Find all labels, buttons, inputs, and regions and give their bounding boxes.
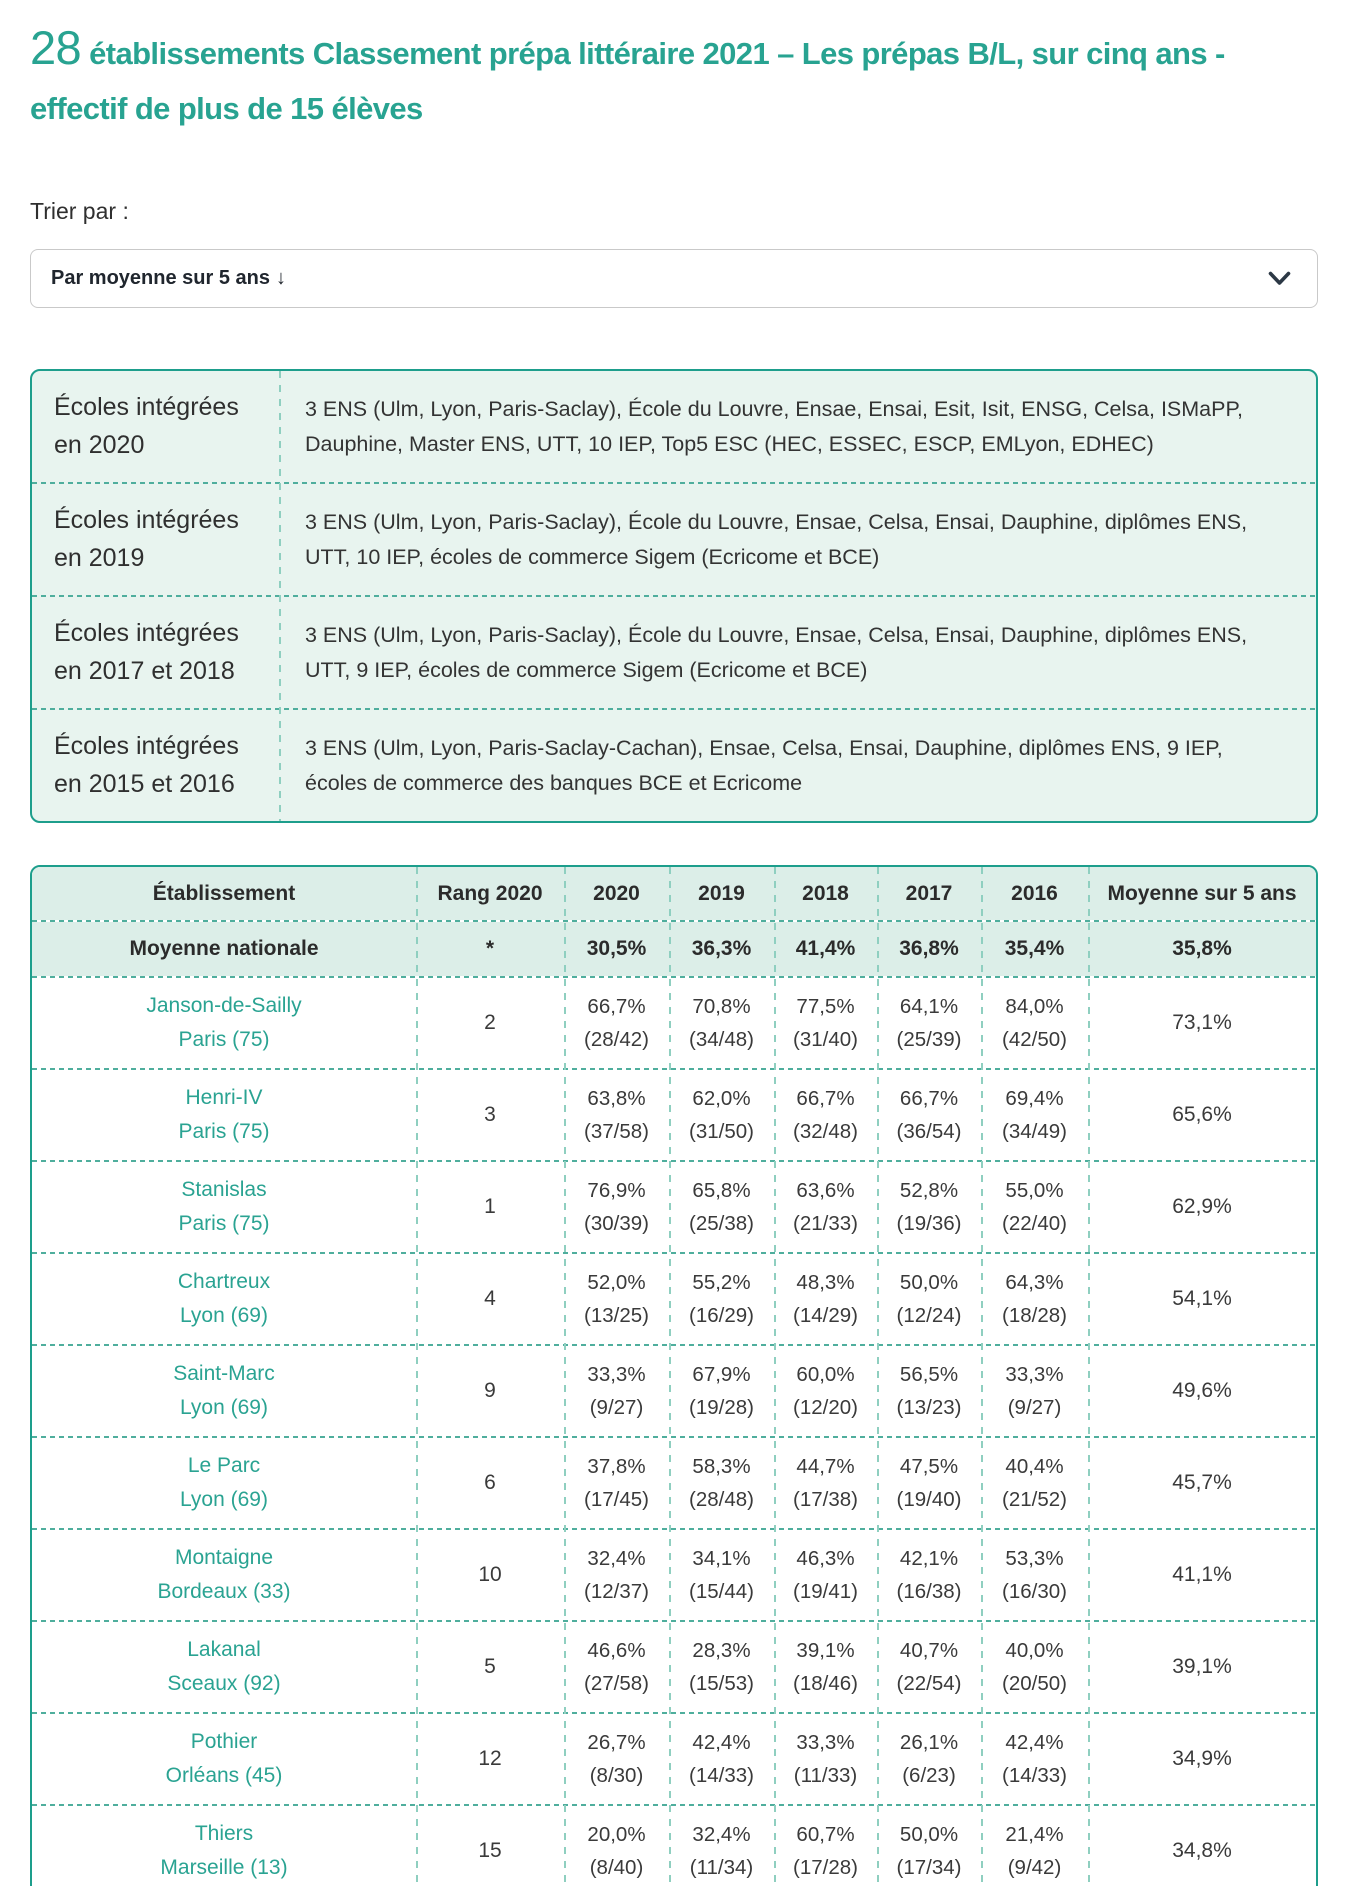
year-frac: (17/38) <box>793 1488 858 1511</box>
school-city: Orléans (45) <box>165 1764 283 1787</box>
year-cell-2018 <box>774 1358 877 1424</box>
school-city: Bordeaux (33) <box>157 1580 291 1603</box>
year-frac: (6/23) <box>902 1764 956 1787</box>
year-pct: 52,0% <box>587 1271 646 1294</box>
year-cell-2019 <box>669 1266 774 1332</box>
rank-cell: 1 <box>484 1195 496 1218</box>
year-cell-2017 <box>877 1358 981 1424</box>
year-frac: (9/27) <box>589 1396 644 1419</box>
chevron-down-icon <box>1268 271 1291 286</box>
year-cell-2018 <box>774 1450 877 1516</box>
header-2016: 2016 <box>1011 881 1058 905</box>
year-pct: 60,0% <box>796 1363 855 1386</box>
year-cell-2016 <box>981 1634 1088 1700</box>
school-city: Paris (75) <box>178 1120 270 1143</box>
average-cell: 39,1% <box>1172 1655 1232 1678</box>
year-pct: 42,4% <box>1005 1731 1064 1754</box>
year-frac: (30/39) <box>584 1212 649 1235</box>
year-pct: 40,0% <box>1005 1639 1064 1662</box>
year-cell-2019 <box>669 1174 774 1240</box>
rank-cell: 9 <box>484 1379 496 1402</box>
national-average-2017: 36,8% <box>899 937 959 960</box>
year-frac: (14/33) <box>1002 1764 1067 1787</box>
year-frac: (9/42) <box>1007 1856 1062 1879</box>
year-frac: (12/20) <box>793 1396 858 1419</box>
page-title <box>30 0 1290 136</box>
info-row-label: Écoles intégrées en 2019 <box>54 506 239 572</box>
year-cell-2017 <box>877 1082 981 1148</box>
school-link[interactable] <box>32 1725 416 1793</box>
info-row-content: 3 ENS (Ulm, Lyon, Paris-Saclay), École du Louvre, Ensae, Ensai, Esit, Isit, ENSG, Celsa, ISMaPP, Dauphine, Master ENS, UTT, 10 IEP, Top5 ESC (HEC, ESSEC, ESCP, EMLyon, EDHEC) <box>305 396 1244 456</box>
school-city: Lyon (69) <box>180 1396 268 1419</box>
year-pct: 69,4% <box>1005 1087 1064 1110</box>
rank-cell: 15 <box>478 1839 502 1862</box>
average-cell: 34,8% <box>1172 1839 1232 1862</box>
year-pct: 46,6% <box>587 1639 646 1662</box>
year-pct: 48,3% <box>796 1271 855 1294</box>
year-pct: 33,3% <box>587 1363 646 1386</box>
average-cell: 45,7% <box>1172 1471 1232 1494</box>
page-title-text: établissements Classement prépa littéraire 2021 – Les prépas B/L, sur cinq ans - effectif de plus de 15 élèves <box>30 36 1225 126</box>
year-frac: (42/50) <box>1002 1028 1067 1051</box>
year-cell-2019 <box>669 1450 774 1516</box>
year-pct: 50,0% <box>899 1271 959 1294</box>
header-2017: 2017 <box>905 881 953 905</box>
info-row-content: 3 ENS (Ulm, Lyon, Paris-Saclay-Cachan), Ensae, Celsa, Ensai, Dauphine, diplômes ENS, 9 IEP, écoles de commerce des banques BCE et Ecricome <box>305 735 1223 795</box>
year-frac: (17/45) <box>584 1488 649 1511</box>
sort-select[interactable] <box>30 249 1318 308</box>
school-name: Le Parc <box>187 1454 261 1477</box>
header-moyenne-5-ans: Moyenne sur 5 ans <box>1107 881 1297 905</box>
average-cell: 54,1% <box>1172 1287 1232 1310</box>
year-cell-2016 <box>981 1726 1088 1792</box>
year-cell-2017 <box>877 990 981 1056</box>
year-pct: 63,8% <box>587 1087 646 1110</box>
year-cell-2019 <box>669 1542 774 1608</box>
year-cell-2016 <box>981 990 1088 1056</box>
rank-cell: 3 <box>484 1103 496 1126</box>
year-pct: 64,3% <box>1005 1271 1064 1294</box>
year-frac: (27/58) <box>584 1672 649 1695</box>
national-average-rank: * <box>485 937 495 960</box>
sort-select-value: Par moyenne sur 5 ans ↓ <box>51 267 286 289</box>
header-rang-2020: Rang 2020 <box>437 881 543 905</box>
year-pct: 50,0% <box>899 1823 959 1846</box>
year-frac: (31/50) <box>689 1120 754 1143</box>
info-row <box>32 484 1316 595</box>
year-frac: (20/50) <box>1002 1672 1067 1695</box>
school-link[interactable] <box>32 1633 416 1701</box>
year-cell-2020 <box>564 1818 669 1884</box>
national-average-moyenne: 35,8% <box>1172 937 1232 960</box>
info-row-label: Écoles intégrées en 2015 et 2016 <box>54 732 239 798</box>
average-cell: 34,9% <box>1172 1747 1232 1770</box>
year-frac: (36/54) <box>896 1120 962 1143</box>
average-cell: 73,1% <box>1172 1011 1232 1034</box>
table-row <box>32 1622 1316 1712</box>
year-pct: 37,8% <box>587 1455 646 1478</box>
year-pct: 34,1% <box>692 1547 751 1570</box>
year-cell-2019 <box>669 1818 774 1884</box>
school-name: Stanislas <box>181 1178 267 1201</box>
year-frac: (28/48) <box>689 1488 754 1511</box>
year-pct: 42,4% <box>692 1731 751 1754</box>
info-row-label: Écoles intégrées en 2020 <box>54 393 239 459</box>
average-cell: 65,6% <box>1172 1103 1232 1126</box>
school-name: Chartreux <box>177 1270 271 1293</box>
year-frac: (22/40) <box>1002 1212 1067 1235</box>
year-pct: 44,7% <box>796 1455 855 1478</box>
year-cell-2019 <box>669 1634 774 1700</box>
rank-cell: 10 <box>478 1563 502 1586</box>
school-link[interactable] <box>32 1081 416 1149</box>
year-frac: (17/28) <box>793 1856 858 1879</box>
ranking-table <box>30 865 1318 1886</box>
national-average-label: Moyenne nationale <box>129 937 319 960</box>
year-frac: (19/40) <box>896 1488 962 1511</box>
year-pct: 77,5% <box>796 995 855 1018</box>
school-link[interactable] <box>32 1265 416 1333</box>
rank-cell: 4 <box>484 1287 496 1310</box>
year-pct: 66,7% <box>587 995 646 1018</box>
school-link[interactable] <box>32 1173 416 1241</box>
table-row <box>32 1346 1316 1436</box>
year-pct: 52,8% <box>899 1179 959 1202</box>
year-pct: 53,3% <box>1005 1547 1064 1570</box>
year-cell-2018 <box>774 1634 877 1700</box>
year-pct: 62,0% <box>692 1087 751 1110</box>
national-average-row <box>32 922 1316 976</box>
year-pct: 32,4% <box>587 1547 646 1570</box>
year-pct: 66,7% <box>899 1087 959 1110</box>
year-cell-2020 <box>564 990 669 1056</box>
year-cell-2020 <box>564 1082 669 1148</box>
info-row <box>32 371 1316 482</box>
header-2018: 2018 <box>802 881 849 905</box>
year-cell-2019 <box>669 1082 774 1148</box>
year-frac: (11/33) <box>793 1764 858 1787</box>
year-frac: (16/30) <box>1002 1580 1067 1603</box>
year-pct: 60,7% <box>796 1823 855 1846</box>
year-frac: (19/41) <box>793 1580 858 1603</box>
year-frac: (31/40) <box>793 1028 858 1051</box>
year-frac: (22/54) <box>896 1672 962 1695</box>
year-frac: (19/28) <box>689 1396 754 1419</box>
header-2019: 2019 <box>698 881 745 905</box>
year-cell-2016 <box>981 1174 1088 1240</box>
year-pct: 46,3% <box>796 1547 855 1570</box>
info-row-content: 3 ENS (Ulm, Lyon, Paris-Saclay), École du Louvre, Ensae, Celsa, Ensai, Dauphine, diplômes ENS, UTT, 9 IEP, écoles de commerce Sigem (Ecricome et BCE) <box>305 622 1248 682</box>
year-pct: 26,1% <box>899 1731 959 1754</box>
info-row-label: Écoles intégrées en 2017 et 2018 <box>54 619 239 685</box>
year-frac: (12/24) <box>896 1304 962 1327</box>
year-pct: 33,3% <box>1005 1363 1064 1386</box>
year-pct: 33,3% <box>796 1731 855 1754</box>
year-cell-2020 <box>564 1358 669 1424</box>
year-pct: 47,5% <box>899 1455 959 1478</box>
year-cell-2017 <box>877 1266 981 1332</box>
national-average-2020: 30,5% <box>586 937 647 960</box>
year-cell-2020 <box>564 1542 669 1608</box>
school-name: Henri-IV <box>185 1086 263 1109</box>
school-name: Lakanal <box>187 1638 261 1661</box>
year-cell-2018 <box>774 1818 877 1884</box>
schools-integrated-table <box>30 369 1318 823</box>
year-cell-2020 <box>564 1266 669 1332</box>
year-frac: (13/25) <box>584 1304 649 1327</box>
school-link[interactable] <box>32 1449 416 1517</box>
sort-by-label: Trier par : <box>30 198 129 224</box>
table-row <box>32 1438 1316 1528</box>
page-title-count: 28 <box>30 21 82 74</box>
school-city: Sceaux (92) <box>167 1672 281 1695</box>
year-cell-2016 <box>981 1450 1088 1516</box>
year-frac: (34/49) <box>1002 1120 1067 1143</box>
year-frac: (28/42) <box>584 1028 649 1051</box>
year-pct: 55,0% <box>1005 1179 1064 1202</box>
info-row <box>32 597 1316 708</box>
school-city: Lyon (69) <box>180 1488 268 1511</box>
year-frac: (14/29) <box>793 1304 858 1327</box>
year-cell-2016 <box>981 1358 1088 1424</box>
year-frac: (25/39) <box>896 1028 962 1051</box>
rank-cell: 5 <box>484 1655 496 1678</box>
year-cell-2020 <box>564 1726 669 1792</box>
school-name: Saint-Marc <box>173 1362 275 1385</box>
school-city: Paris (75) <box>178 1028 270 1051</box>
info-row <box>32 710 1316 821</box>
year-cell-2020 <box>564 1174 669 1240</box>
year-pct: 76,9% <box>587 1179 646 1202</box>
year-frac: (8/40) <box>589 1856 644 1879</box>
year-pct: 39,1% <box>796 1639 855 1662</box>
year-frac: (32/48) <box>793 1120 858 1143</box>
year-frac: (9/27) <box>1007 1396 1062 1419</box>
school-name: Pothier <box>190 1730 258 1753</box>
school-name: Montaigne <box>174 1546 274 1569</box>
year-pct: 58,3% <box>692 1455 751 1478</box>
year-frac: (11/34) <box>689 1856 754 1879</box>
rank-cell: 2 <box>484 1011 496 1034</box>
year-pct: 67,9% <box>692 1363 751 1386</box>
table-row <box>32 978 1316 1068</box>
year-frac: (18/46) <box>793 1672 858 1695</box>
header-etablissement: Établissement <box>152 881 296 905</box>
year-frac: (19/36) <box>896 1212 962 1235</box>
year-frac: (18/28) <box>1002 1304 1067 1327</box>
year-pct: 28,3% <box>692 1639 751 1662</box>
year-cell-2017 <box>877 1174 981 1240</box>
table-row <box>32 1070 1316 1160</box>
year-pct: 63,6% <box>796 1179 855 1202</box>
year-pct: 40,7% <box>899 1639 959 1662</box>
year-cell-2019 <box>669 1358 774 1424</box>
table-row <box>32 1714 1316 1804</box>
year-frac: (21/33) <box>793 1212 858 1235</box>
year-frac: (16/29) <box>689 1304 754 1327</box>
year-pct: 40,4% <box>1005 1455 1064 1478</box>
year-cell-2019 <box>669 1726 774 1792</box>
year-frac: (17/34) <box>896 1856 962 1879</box>
year-cell-2018 <box>774 990 877 1056</box>
year-cell-2018 <box>774 1542 877 1608</box>
table-row <box>32 1254 1316 1344</box>
school-name: Janson-de-Sailly <box>146 994 302 1017</box>
national-average-2016: 35,4% <box>1004 937 1065 960</box>
school-link[interactable] <box>32 1817 416 1885</box>
ranking-rows <box>32 976 1316 1886</box>
school-link[interactable] <box>32 1357 416 1425</box>
average-cell: 49,6% <box>1172 1379 1232 1402</box>
year-pct: 64,1% <box>899 995 959 1018</box>
year-pct: 66,7% <box>796 1087 855 1110</box>
year-cell-2017 <box>877 1818 981 1884</box>
info-row-content: 3 ENS (Ulm, Lyon, Paris-Saclay), École du Louvre, Ensae, Celsa, Ensai, Dauphine, diplômes ENS, UTT, 10 IEP, écoles de commerce Sigem (Ecricome et BCE) <box>305 509 1248 569</box>
header-2020: 2020 <box>593 881 640 905</box>
year-cell-2017 <box>877 1450 981 1516</box>
info-rows <box>32 371 1316 821</box>
year-pct: 21,4% <box>1005 1823 1064 1846</box>
national-average-2019: 36,3% <box>691 937 752 960</box>
year-frac: (16/38) <box>896 1580 962 1603</box>
table-row <box>32 1162 1316 1252</box>
year-frac: (25/38) <box>689 1212 754 1235</box>
year-cell-2016 <box>981 1542 1088 1608</box>
school-name: Thiers <box>194 1822 254 1845</box>
year-cell-2020 <box>564 1634 669 1700</box>
table-row <box>32 1530 1316 1620</box>
school-city: Paris (75) <box>178 1212 270 1235</box>
year-pct: 65,8% <box>692 1179 751 1202</box>
year-pct: 42,1% <box>899 1547 959 1570</box>
school-link[interactable] <box>32 989 416 1057</box>
year-frac: (21/52) <box>1002 1488 1067 1511</box>
average-cell: 62,9% <box>1172 1195 1232 1218</box>
school-city: Lyon (69) <box>180 1304 268 1327</box>
year-cell-2016 <box>981 1082 1088 1148</box>
year-frac: (15/53) <box>689 1672 754 1695</box>
average-cell: 41,1% <box>1172 1563 1232 1586</box>
year-cell-2016 <box>981 1266 1088 1332</box>
year-cell-2020 <box>564 1450 669 1516</box>
year-cell-2018 <box>774 1266 877 1332</box>
year-cell-2017 <box>877 1726 981 1792</box>
year-frac: (34/48) <box>689 1028 754 1051</box>
year-cell-2016 <box>981 1818 1088 1884</box>
rank-cell: 6 <box>484 1471 496 1494</box>
table-header-row <box>32 867 1316 920</box>
sort-direction-down-icon: ↓ <box>275 267 286 289</box>
year-pct: 56,5% <box>899 1363 959 1386</box>
year-frac: (12/37) <box>584 1580 649 1603</box>
rank-cell: 12 <box>478 1747 502 1770</box>
table-row <box>32 1806 1316 1886</box>
year-frac: (37/58) <box>584 1120 649 1143</box>
year-cell-2018 <box>774 1726 877 1792</box>
school-city: Marseille (13) <box>160 1856 288 1879</box>
school-link[interactable] <box>32 1541 416 1609</box>
year-cell-2019 <box>669 990 774 1056</box>
year-pct: 55,2% <box>692 1271 751 1294</box>
year-pct: 84,0% <box>1005 995 1064 1018</box>
year-cell-2018 <box>774 1082 877 1148</box>
year-frac: (14/33) <box>689 1764 754 1787</box>
year-frac: (13/23) <box>896 1396 962 1419</box>
year-pct: 70,8% <box>692 995 751 1018</box>
year-pct: 26,7% <box>587 1731 646 1754</box>
year-pct: 32,4% <box>692 1823 751 1846</box>
year-frac: (8/30) <box>589 1764 644 1787</box>
year-frac: (15/44) <box>689 1580 754 1603</box>
year-cell-2017 <box>877 1634 981 1700</box>
year-cell-2017 <box>877 1542 981 1608</box>
national-average-2018: 41,4% <box>795 937 856 960</box>
year-pct: 20,0% <box>587 1823 646 1846</box>
year-cell-2018 <box>774 1174 877 1240</box>
